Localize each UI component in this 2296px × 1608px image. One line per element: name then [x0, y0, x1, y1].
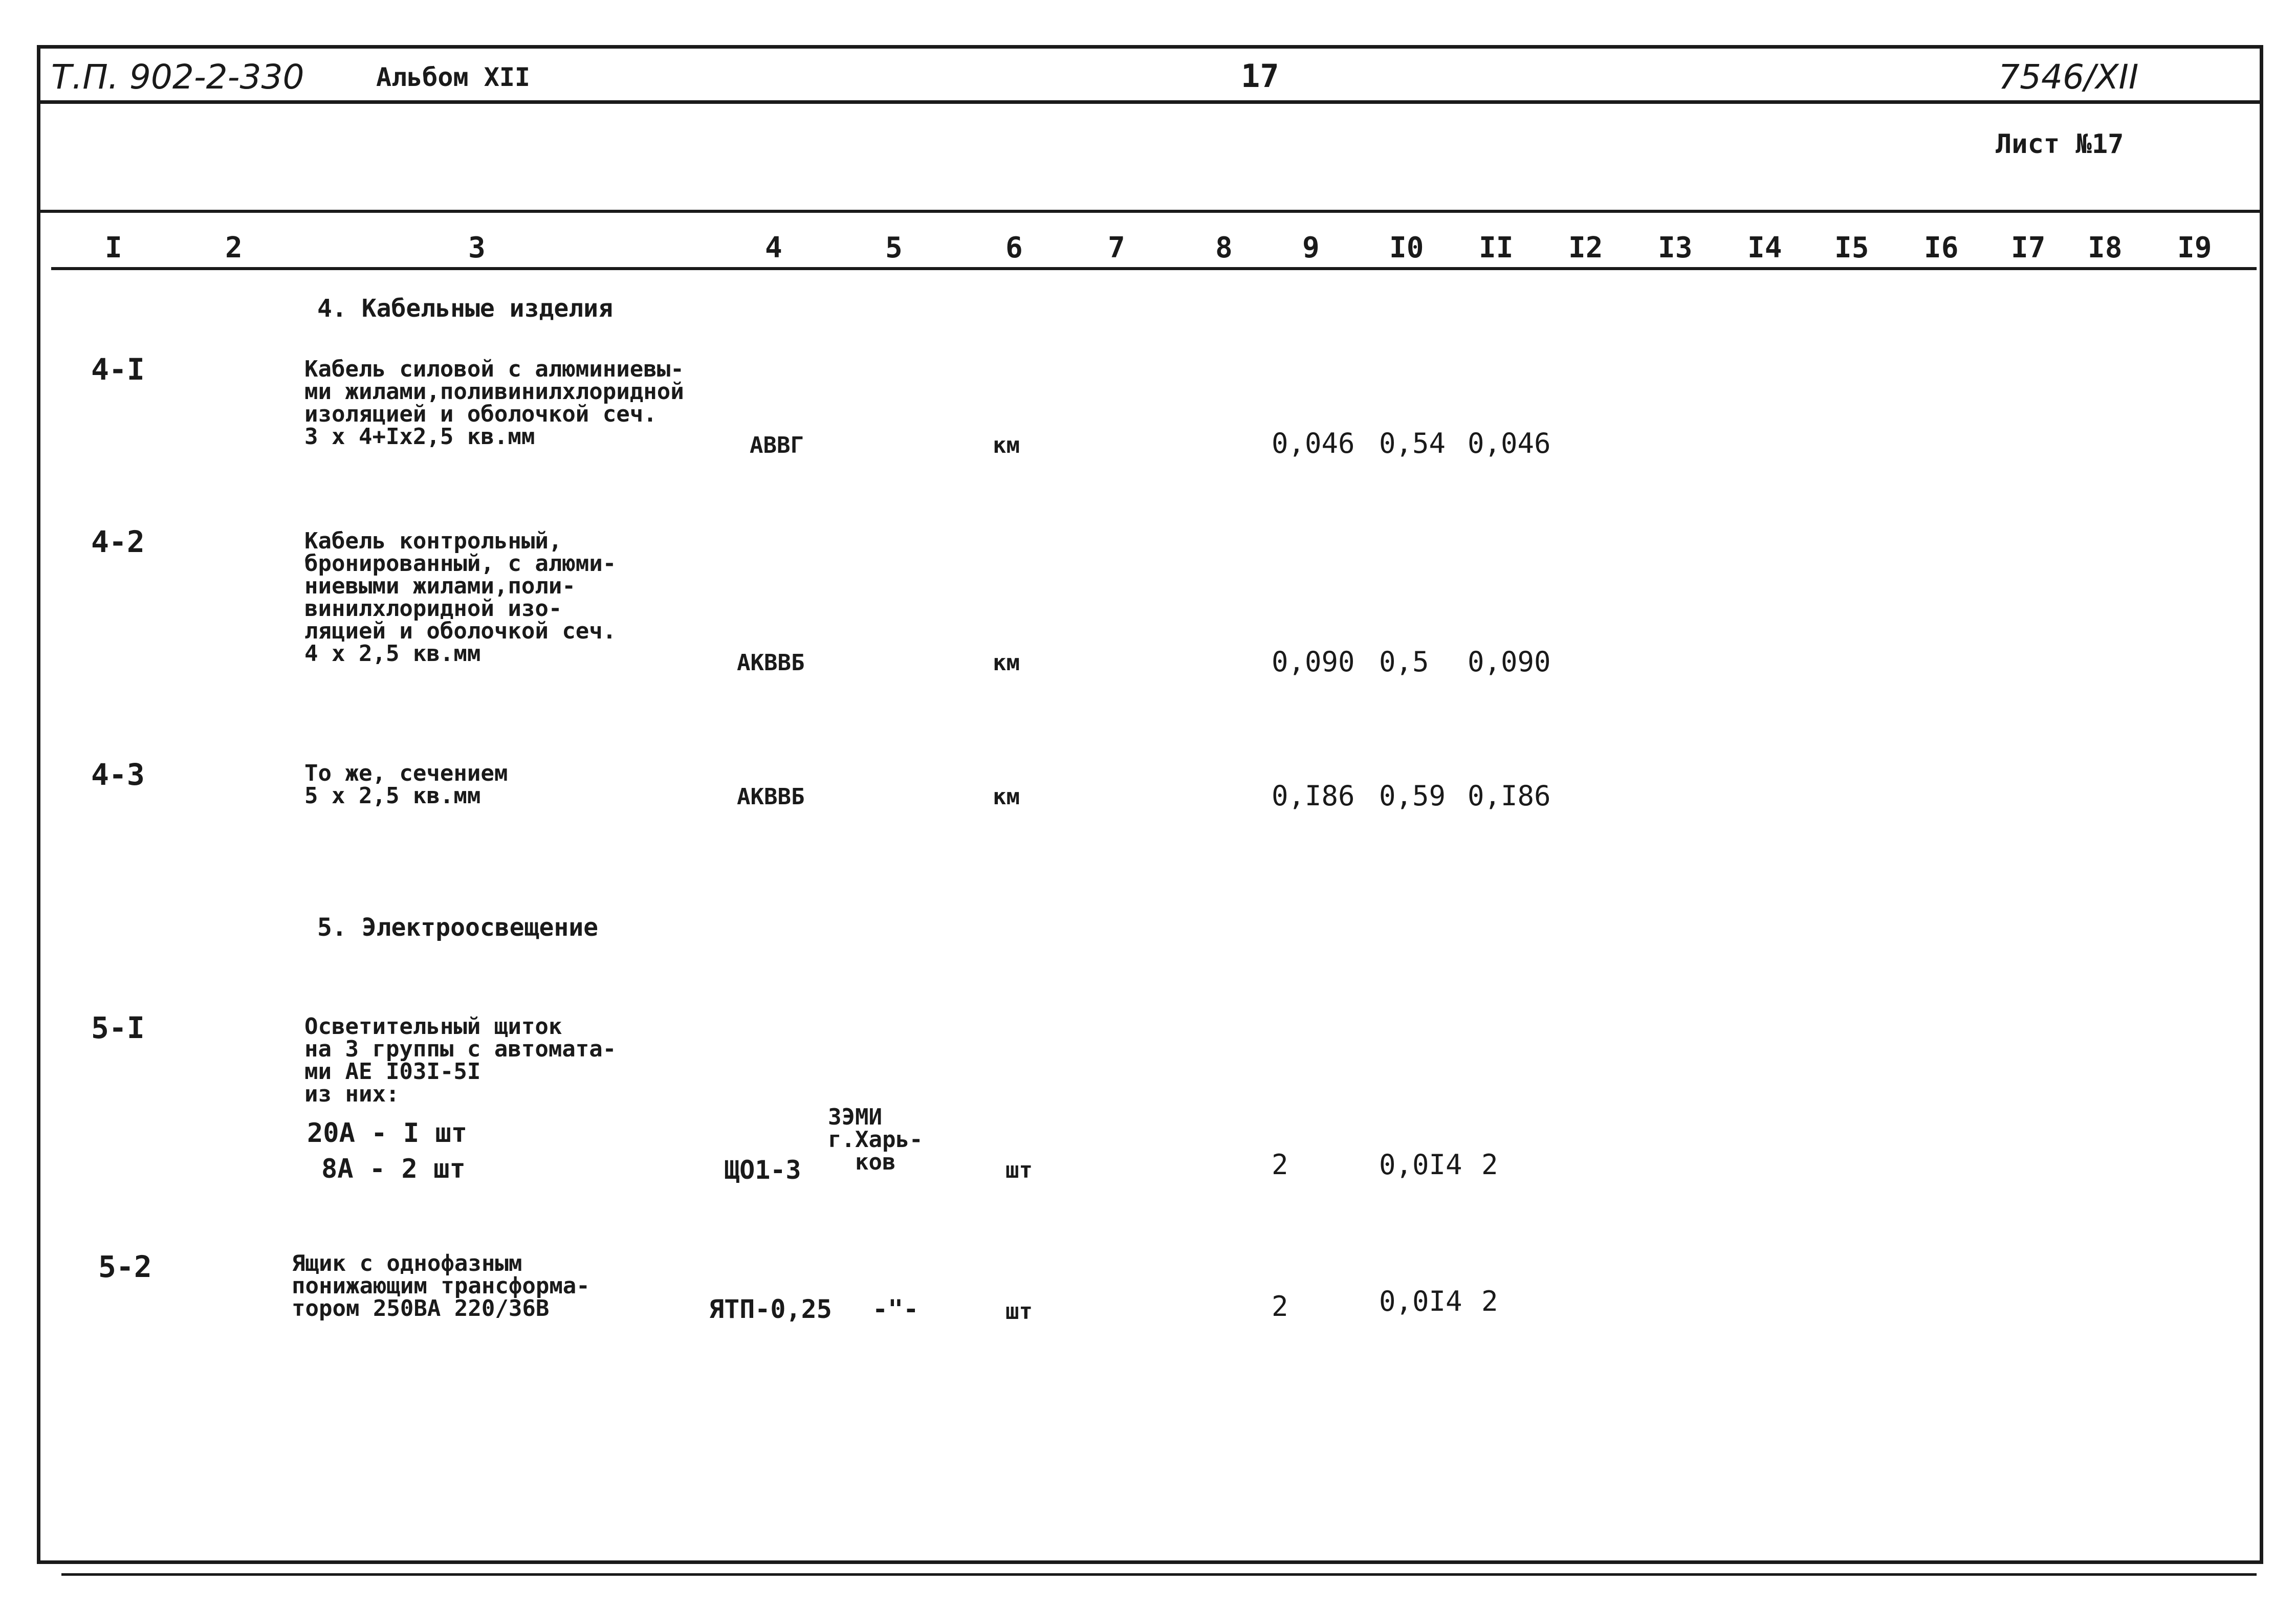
item-col11: 0,I86: [1468, 780, 1551, 812]
item-unit: км: [993, 432, 1020, 458]
column-header: 4: [765, 231, 782, 265]
column-header: 3: [468, 231, 486, 265]
column-header: I4: [1747, 231, 1782, 265]
item-col11: 2: [1481, 1149, 1498, 1181]
item-unit: шт: [1005, 1298, 1033, 1325]
item-col9: 0,090: [1272, 646, 1355, 678]
item-description: Осветительный щиток на 3 группы с автомата- ми АЕ I03I-5I из них:: [304, 1014, 617, 1107]
header-divider-columns: [37, 210, 2263, 213]
item-unit: км: [993, 784, 1020, 810]
item-col9: 0,I86: [1272, 780, 1355, 812]
inventory-number: 7546/XII: [1998, 57, 2139, 97]
column-header: 9: [1302, 231, 1320, 265]
item-description: Ящик с однофазным понижающим трансформа- тором 250ВА 220/36В: [292, 1250, 590, 1321]
item-number: 5-I: [91, 1010, 145, 1045]
item-number: 5-2: [98, 1249, 152, 1284]
item-manufacturer: ЗЭМИ г.Харь- ков: [828, 1104, 923, 1175]
column-header: 5: [885, 231, 903, 265]
item-col9: 2: [1272, 1290, 1288, 1323]
column-header: I8: [2088, 231, 2123, 265]
column-header: I9: [2177, 231, 2212, 265]
item-description: То же, сечением 5 х 2,5 кв.мм: [304, 760, 508, 809]
header-divider-top: [37, 100, 2263, 104]
item-manufacturer: -"-: [872, 1294, 919, 1324]
item-number: 4-I: [91, 352, 145, 387]
column-header: 6: [1005, 231, 1023, 265]
bottom-edge-line: [61, 1573, 2257, 1576]
column-header-underline: [51, 267, 2257, 270]
item-col11: 0,046: [1468, 427, 1551, 459]
column-header: I2: [1568, 231, 1603, 265]
column-header: I7: [2011, 231, 2046, 265]
item-subline: 20А - I шт: [307, 1118, 468, 1149]
column-header: 7: [1108, 231, 1125, 265]
column-header: I: [105, 231, 122, 265]
item-col10: 0,5: [1379, 646, 1429, 678]
page-number: 17: [1241, 57, 1279, 95]
column-header: I6: [1924, 231, 1959, 265]
section-title: 4. Кабельные изделия: [317, 294, 613, 323]
column-header: I5: [1834, 231, 1869, 265]
item-col11: 2: [1481, 1285, 1498, 1317]
column-header: 8: [1215, 231, 1233, 265]
item-col10: 0,59: [1379, 780, 1446, 812]
item-col9: 0,046: [1272, 427, 1355, 459]
item-unit: км: [993, 650, 1020, 676]
item-col9: 2: [1272, 1149, 1288, 1181]
sheet-number: Лист №17: [1996, 129, 2124, 160]
item-number: 4-3: [91, 757, 145, 792]
item-col10: 0,0I4: [1379, 1149, 1462, 1181]
item-col10: 0,54: [1379, 427, 1446, 459]
item-description: Кабель силовой с алюминиевы- ми жилами,поливинилхлоридной изоляцией и оболочкой сеч. 3 х 4+Iх2,5 кв.мм: [304, 356, 684, 450]
item-col11: 0,090: [1468, 646, 1551, 678]
item-col10: 0,0I4: [1379, 1285, 1462, 1317]
column-header: II: [1479, 231, 1514, 265]
column-header: I0: [1389, 231, 1424, 265]
item-mark: ЯТП-0,25: [709, 1294, 832, 1324]
album-label: Альбом XII: [376, 62, 531, 92]
item-mark: АВВГ: [750, 432, 804, 458]
item-unit: шт: [1005, 1157, 1033, 1183]
item-mark: АКВВБ: [737, 650, 805, 676]
item-number: 4-2: [91, 524, 145, 559]
item-subline: 8А - 2 шт: [321, 1154, 466, 1184]
item-mark: АКВВБ: [737, 784, 805, 810]
column-header: I3: [1658, 231, 1693, 265]
section-title: 5. Электроосвещение: [317, 913, 599, 942]
project-code: Т.П. 902-2-330: [51, 57, 304, 97]
item-mark: ЩО1-3: [724, 1155, 801, 1185]
item-description: Кабель контрольный, бронированный, с алюми- ниевыми жилами,поли- винилхлоридной изо- ляцией и оболочкой сеч. 4 х 2,5 кв.мм: [304, 528, 617, 667]
column-header: 2: [225, 231, 243, 265]
